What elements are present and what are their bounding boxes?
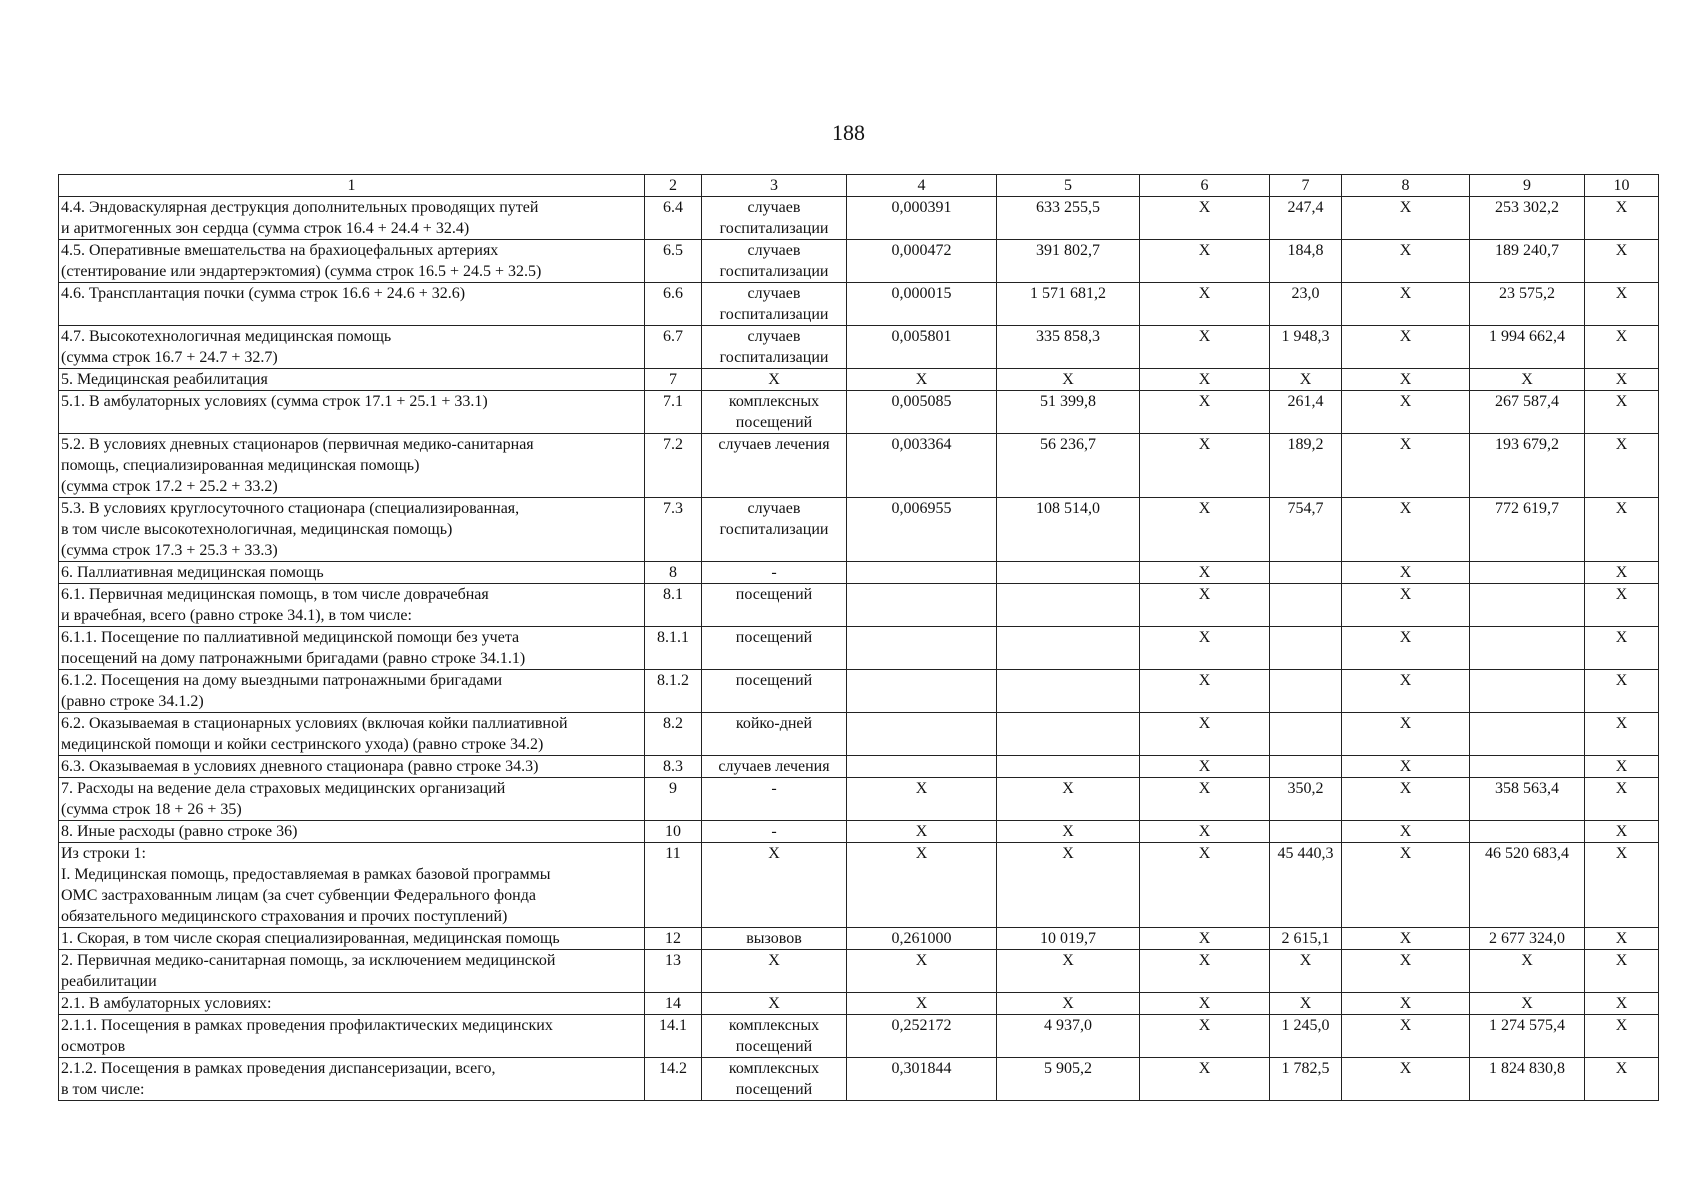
table-cell xyxy=(1270,713,1342,756)
row-label-cell: 5.2. В условиях дневных стационаров (первичная медико-санитарная помощь, специализированная медицинская помощь) (сумма строк 17.2 + 25.2 + 33.2) xyxy=(59,434,645,498)
table-cell xyxy=(847,670,997,713)
table-cell: X xyxy=(1140,562,1270,584)
table-row xyxy=(59,562,1659,584)
row-label-cell: 5. Медицинская реабилитация xyxy=(59,369,645,391)
table-cell: X xyxy=(1140,498,1270,562)
table-cell xyxy=(1270,584,1342,627)
table-cell: X xyxy=(1342,283,1470,326)
row-label-cell: 2. Первичная медико-санитарная помощь, за исключением медицинской реабилитации xyxy=(59,950,645,993)
table-cell xyxy=(847,713,997,756)
table-cell: X xyxy=(997,843,1140,928)
table-cell: 8.2 xyxy=(645,713,702,756)
table-cell: 7.3 xyxy=(645,498,702,562)
table-row xyxy=(59,391,1659,434)
table-row xyxy=(59,434,1659,498)
table-cell: 14.2 xyxy=(645,1058,702,1101)
table-cell: X xyxy=(1585,391,1659,434)
table-cell: X xyxy=(1585,670,1659,713)
table-cell: X xyxy=(997,950,1140,993)
table-cell: X xyxy=(1342,993,1470,1015)
table-cell: 189 240,7 xyxy=(1470,240,1585,283)
row-label-cell: 8. Иные расходы (равно строке 36) xyxy=(59,821,645,843)
table-cell: X xyxy=(847,993,997,1015)
table-row xyxy=(59,756,1659,778)
table-cell: X xyxy=(1585,713,1659,756)
row-label-cell: 6.1.1. Посещение по паллиативной медицинской помощи без учета посещений на дому патронажными бригадами (равно строке 34.1.1) xyxy=(59,627,645,670)
table-cell: 2 677 324,0 xyxy=(1470,928,1585,950)
column-header: 2 xyxy=(645,175,702,197)
table-cell: случаев лечения xyxy=(702,434,847,498)
table-cell: X xyxy=(997,369,1140,391)
table-cell xyxy=(1270,821,1342,843)
table-row xyxy=(59,283,1659,326)
table-row xyxy=(59,778,1659,821)
table-cell: случаев лечения xyxy=(702,756,847,778)
table-cell: X xyxy=(1140,778,1270,821)
row-label-cell: 4.6. Трансплантация почки (сумма строк 16.6 + 24.6 + 32.6) xyxy=(59,283,645,326)
table-cell: X xyxy=(1140,197,1270,240)
table-cell: X xyxy=(1342,843,1470,928)
row-label-cell: 5.1. В амбулаторных условиях (сумма строк 17.1 + 25.1 + 33.1) xyxy=(59,391,645,434)
table-row xyxy=(59,369,1659,391)
table-cell: 0,003364 xyxy=(847,434,997,498)
table-cell: комплексных посещений xyxy=(702,1015,847,1058)
table-row xyxy=(59,326,1659,369)
table-cell: X xyxy=(1140,670,1270,713)
table-cell: X xyxy=(997,993,1140,1015)
table-cell xyxy=(997,756,1140,778)
table-cell: X xyxy=(1140,326,1270,369)
table-cell: 7 xyxy=(645,369,702,391)
table-cell: - xyxy=(702,562,847,584)
row-label-cell: 2.1. В амбулаторных условиях: xyxy=(59,993,645,1015)
table-row xyxy=(59,821,1659,843)
table-cell: X xyxy=(1342,197,1470,240)
table-cell: 13 xyxy=(645,950,702,993)
table-cell: X xyxy=(1140,713,1270,756)
table-cell: X xyxy=(847,950,997,993)
table-cell: 633 255,5 xyxy=(997,197,1140,240)
table-cell: 0,252172 xyxy=(847,1015,997,1058)
table-cell: 9 xyxy=(645,778,702,821)
table-cell: случаев госпитализации xyxy=(702,283,847,326)
table-cell: 1 571 681,2 xyxy=(997,283,1140,326)
table-cell: X xyxy=(1585,197,1659,240)
table-cell: 8.1 xyxy=(645,584,702,627)
table-cell: вызовов xyxy=(702,928,847,950)
table-cell: X xyxy=(1140,843,1270,928)
row-label-cell: 4.5. Оперативные вмешательства на брахиоцефальных артериях (стентирование или эндартерэктомия) (сумма строк 16.5 + 24.5 + 32.5) xyxy=(59,240,645,283)
table-cell: 0,006955 xyxy=(847,498,997,562)
table-cell: 0,005085 xyxy=(847,391,997,434)
table-cell: 1 245,0 xyxy=(1270,1015,1342,1058)
table-cell: X xyxy=(1585,434,1659,498)
table-cell: 0,005801 xyxy=(847,326,997,369)
table-cell: 6.6 xyxy=(645,283,702,326)
column-header: 9 xyxy=(1470,175,1585,197)
table-cell: X xyxy=(1342,778,1470,821)
column-header: 7 xyxy=(1270,175,1342,197)
table-cell: 11 xyxy=(645,843,702,928)
table-cell: X xyxy=(1140,240,1270,283)
table-cell: 6.5 xyxy=(645,240,702,283)
table-cell: X xyxy=(1585,756,1659,778)
table-cell: X xyxy=(1585,283,1659,326)
table-cell: X xyxy=(1585,821,1659,843)
table-cell: 46 520 683,4 xyxy=(1470,843,1585,928)
table-row xyxy=(59,928,1659,950)
table-cell: 391 802,7 xyxy=(997,240,1140,283)
table-cell: X xyxy=(1342,670,1470,713)
row-label-cell: 4.4. Эндоваскулярная деструкция дополнительных проводящих путей и аритмогенных зон сердца (сумма строк 16.4 + 24.4 + 32.4) xyxy=(59,197,645,240)
column-header: 1 xyxy=(59,175,645,197)
table-cell: 0,261000 xyxy=(847,928,997,950)
table-cell: 10 019,7 xyxy=(997,928,1140,950)
table-cell: X xyxy=(702,993,847,1015)
table-cell: 7.1 xyxy=(645,391,702,434)
table-cell xyxy=(997,584,1140,627)
table-cell: X xyxy=(847,369,997,391)
column-header: 10 xyxy=(1585,175,1659,197)
table-cell: 51 399,8 xyxy=(997,391,1140,434)
table-row xyxy=(59,240,1659,283)
table-cell: 1 948,3 xyxy=(1270,326,1342,369)
table-row xyxy=(59,670,1659,713)
table-cell xyxy=(1270,670,1342,713)
row-label-cell: 4.7. Высокотехнологичная медицинская помощь (сумма строк 16.7 + 24.7 + 32.7) xyxy=(59,326,645,369)
table-cell: X xyxy=(1585,1058,1659,1101)
table-row xyxy=(59,1058,1659,1101)
table-cell: X xyxy=(1342,498,1470,562)
column-header: 3 xyxy=(702,175,847,197)
table-cell: 6.4 xyxy=(645,197,702,240)
table-cell: X xyxy=(847,843,997,928)
table-cell: X xyxy=(1140,584,1270,627)
table-cell: X xyxy=(1140,821,1270,843)
row-label-cell: Из строки 1: I. Медицинская помощь, предоставляемая в рамках базовой программы ОМС застрахованным лицам (за счет субвенции Федерального фонда обязательного медицинского страхования и прочих поступлений) xyxy=(59,843,645,928)
table-cell: X xyxy=(1140,627,1270,670)
table-cell: X xyxy=(702,843,847,928)
table-row xyxy=(59,197,1659,240)
table-cell: случаев госпитализации xyxy=(702,498,847,562)
table-cell: X xyxy=(1270,993,1342,1015)
table-cell: комплексных посещений xyxy=(702,1058,847,1101)
table-cell: 23 575,2 xyxy=(1470,283,1585,326)
table-cell: 247,4 xyxy=(1270,197,1342,240)
table-cell: 14 xyxy=(645,993,702,1015)
table-cell xyxy=(847,756,997,778)
table-cell: койко-дней xyxy=(702,713,847,756)
row-label-cell: 6.2. Оказываемая в стационарных условиях (включая койки паллиативной медицинской помощи и койки сестринского ухода) (равно строке 34.2) xyxy=(59,713,645,756)
table-cell: 0,000472 xyxy=(847,240,997,283)
table-cell: 189,2 xyxy=(1270,434,1342,498)
table-cell: X xyxy=(1140,756,1270,778)
table-cell: X xyxy=(1585,843,1659,928)
table-cell: X xyxy=(997,778,1140,821)
table-cell: X xyxy=(1585,562,1659,584)
table-cell xyxy=(1470,756,1585,778)
table-cell: X xyxy=(1470,950,1585,993)
table-cell: 7.2 xyxy=(645,434,702,498)
table-cell: X xyxy=(1342,713,1470,756)
table-cell: комплексных посещений xyxy=(702,391,847,434)
table-row xyxy=(59,843,1659,928)
table-cell: X xyxy=(1585,369,1659,391)
row-label-cell: 2.1.1. Посещения в рамках проведения профилактических медицинских осмотров xyxy=(59,1015,645,1058)
table-cell: X xyxy=(1140,369,1270,391)
table-cell: 267 587,4 xyxy=(1470,391,1585,434)
row-label-cell: 6. Паллиативная медицинская помощь xyxy=(59,562,645,584)
row-label-cell: 7. Расходы на ведение дела страховых медицинских организаций (сумма строк 18 + 26 + 35) xyxy=(59,778,645,821)
table-cell: 45 440,3 xyxy=(1270,843,1342,928)
row-label-cell: 2.1.2. Посещения в рамках проведения диспансеризации, всего, в том числе: xyxy=(59,1058,645,1101)
table-cell: 8.1.2 xyxy=(645,670,702,713)
table-cell xyxy=(997,670,1140,713)
table-cell: 253 302,2 xyxy=(1470,197,1585,240)
table-cell: - xyxy=(702,778,847,821)
table-row xyxy=(59,993,1659,1015)
table-cell: X xyxy=(1342,369,1470,391)
table-cell xyxy=(1470,584,1585,627)
table-cell xyxy=(1470,713,1585,756)
table-header-row xyxy=(59,175,1659,197)
table-cell: 1 824 830,8 xyxy=(1470,1058,1585,1101)
table-cell xyxy=(847,627,997,670)
table-cell xyxy=(1470,670,1585,713)
table-row xyxy=(59,498,1659,562)
table-cell: X xyxy=(1585,498,1659,562)
table-cell: 2 615,1 xyxy=(1270,928,1342,950)
column-header: 6 xyxy=(1140,175,1270,197)
table-cell: посещений xyxy=(702,584,847,627)
row-label-cell: 1. Скорая, в том числе скорая специализированная, медицинская помощь xyxy=(59,928,645,950)
table-cell: 10 xyxy=(645,821,702,843)
table-cell: 335 858,3 xyxy=(997,326,1140,369)
table-cell: X xyxy=(1140,1058,1270,1101)
table-cell: 184,8 xyxy=(1270,240,1342,283)
table-cell: 772 619,7 xyxy=(1470,498,1585,562)
table-cell: случаев госпитализации xyxy=(702,197,847,240)
table-cell: 350,2 xyxy=(1270,778,1342,821)
table-cell: 358 563,4 xyxy=(1470,778,1585,821)
table-cell: X xyxy=(1585,778,1659,821)
data-table xyxy=(58,174,1659,1101)
table-cell: X xyxy=(1342,434,1470,498)
table-cell: X xyxy=(1585,240,1659,283)
table-cell: X xyxy=(1342,821,1470,843)
row-label-cell: 6.3. Оказываемая в условиях дневного стационара (равно строке 34.3) xyxy=(59,756,645,778)
table-cell xyxy=(997,713,1140,756)
table-cell: случаев госпитализации xyxy=(702,326,847,369)
table-cell: 1 274 575,4 xyxy=(1470,1015,1585,1058)
table-cell xyxy=(1470,821,1585,843)
table-cell: X xyxy=(1585,1015,1659,1058)
table-cell: X xyxy=(1585,326,1659,369)
table-cell: X xyxy=(847,821,997,843)
table-cell: X xyxy=(1140,1015,1270,1058)
table-cell xyxy=(997,562,1140,584)
table-cell xyxy=(997,627,1140,670)
table-cell: X xyxy=(1140,283,1270,326)
table-cell xyxy=(1270,627,1342,670)
table-cell: X xyxy=(1342,562,1470,584)
column-header: 8 xyxy=(1342,175,1470,197)
table-cell: 23,0 xyxy=(1270,283,1342,326)
table-cell: X xyxy=(1585,584,1659,627)
row-label-cell: 5.3. В условиях круглосуточного стационара (специализированная, в том числе высокотехнологичная, медицинская помощь) (сумма строк 17.3 + 25.3 + 33.3) xyxy=(59,498,645,562)
table-cell xyxy=(1270,562,1342,584)
table-cell: 754,7 xyxy=(1270,498,1342,562)
row-label-cell: 6.1.2. Посещения на дому выездными патронажными бригадами (равно строке 34.1.2) xyxy=(59,670,645,713)
table-cell: X xyxy=(1342,326,1470,369)
table-cell: 261,4 xyxy=(1270,391,1342,434)
table-cell: X xyxy=(1140,928,1270,950)
table-cell: X xyxy=(1342,1015,1470,1058)
table-cell: случаев госпитализации xyxy=(702,240,847,283)
page-number: 188 xyxy=(832,120,865,145)
table-cell: 8.3 xyxy=(645,756,702,778)
table-cell: 6.7 xyxy=(645,326,702,369)
table-row xyxy=(59,627,1659,670)
table-cell: 8.1.1 xyxy=(645,627,702,670)
table-row xyxy=(59,1015,1659,1058)
table-cell: X xyxy=(1140,993,1270,1015)
table-cell: X xyxy=(1342,391,1470,434)
table-cell: X xyxy=(702,950,847,993)
table-cell: 14.1 xyxy=(645,1015,702,1058)
table-row xyxy=(59,713,1659,756)
table-cell: 4 937,0 xyxy=(997,1015,1140,1058)
table-cell: X xyxy=(1140,434,1270,498)
table-cell: X xyxy=(702,369,847,391)
table-cell xyxy=(1470,562,1585,584)
table-cell: X xyxy=(1270,950,1342,993)
table-cell: 0,000015 xyxy=(847,283,997,326)
table-cell: 8 xyxy=(645,562,702,584)
table-cell: 1 994 662,4 xyxy=(1470,326,1585,369)
table-cell: X xyxy=(1342,240,1470,283)
table-cell: посещений xyxy=(702,627,847,670)
column-header: 5 xyxy=(997,175,1140,197)
table-cell: X xyxy=(847,778,997,821)
table-cell: 1 782,5 xyxy=(1270,1058,1342,1101)
column-header: 4 xyxy=(847,175,997,197)
table-cell: X xyxy=(1342,950,1470,993)
table-cell: посещений xyxy=(702,670,847,713)
table-row xyxy=(59,950,1659,993)
table-cell xyxy=(1270,756,1342,778)
table-cell: X xyxy=(1585,993,1659,1015)
table-cell: X xyxy=(1470,369,1585,391)
table-cell: X xyxy=(1140,950,1270,993)
row-label-cell: 6.1. Первичная медицинская помощь, в том числе доврачебная и врачебная, всего (равно строке 34.1), в том числе: xyxy=(59,584,645,627)
table-cell: 5 905,2 xyxy=(997,1058,1140,1101)
table-cell: 56 236,7 xyxy=(997,434,1140,498)
table-cell: - xyxy=(702,821,847,843)
table-cell: 0,301844 xyxy=(847,1058,997,1101)
table-cell: 193 679,2 xyxy=(1470,434,1585,498)
table-cell: 108 514,0 xyxy=(997,498,1140,562)
table-cell: 0,000391 xyxy=(847,197,997,240)
table-cell xyxy=(847,562,997,584)
table-row xyxy=(59,584,1659,627)
table-cell xyxy=(1470,627,1585,670)
table-cell: X xyxy=(1342,584,1470,627)
table-cell: X xyxy=(1140,391,1270,434)
table-cell: X xyxy=(1342,1058,1470,1101)
table-cell: X xyxy=(1585,928,1659,950)
table-cell: X xyxy=(997,821,1140,843)
table-cell: X xyxy=(1342,928,1470,950)
table-cell: X xyxy=(1585,950,1659,993)
table-cell: X xyxy=(1342,756,1470,778)
table-cell xyxy=(847,584,997,627)
table-cell: X xyxy=(1270,369,1342,391)
table-cell: X xyxy=(1342,627,1470,670)
table-cell: 12 xyxy=(645,928,702,950)
table-cell: X xyxy=(1585,627,1659,670)
table-cell: X xyxy=(1470,993,1585,1015)
